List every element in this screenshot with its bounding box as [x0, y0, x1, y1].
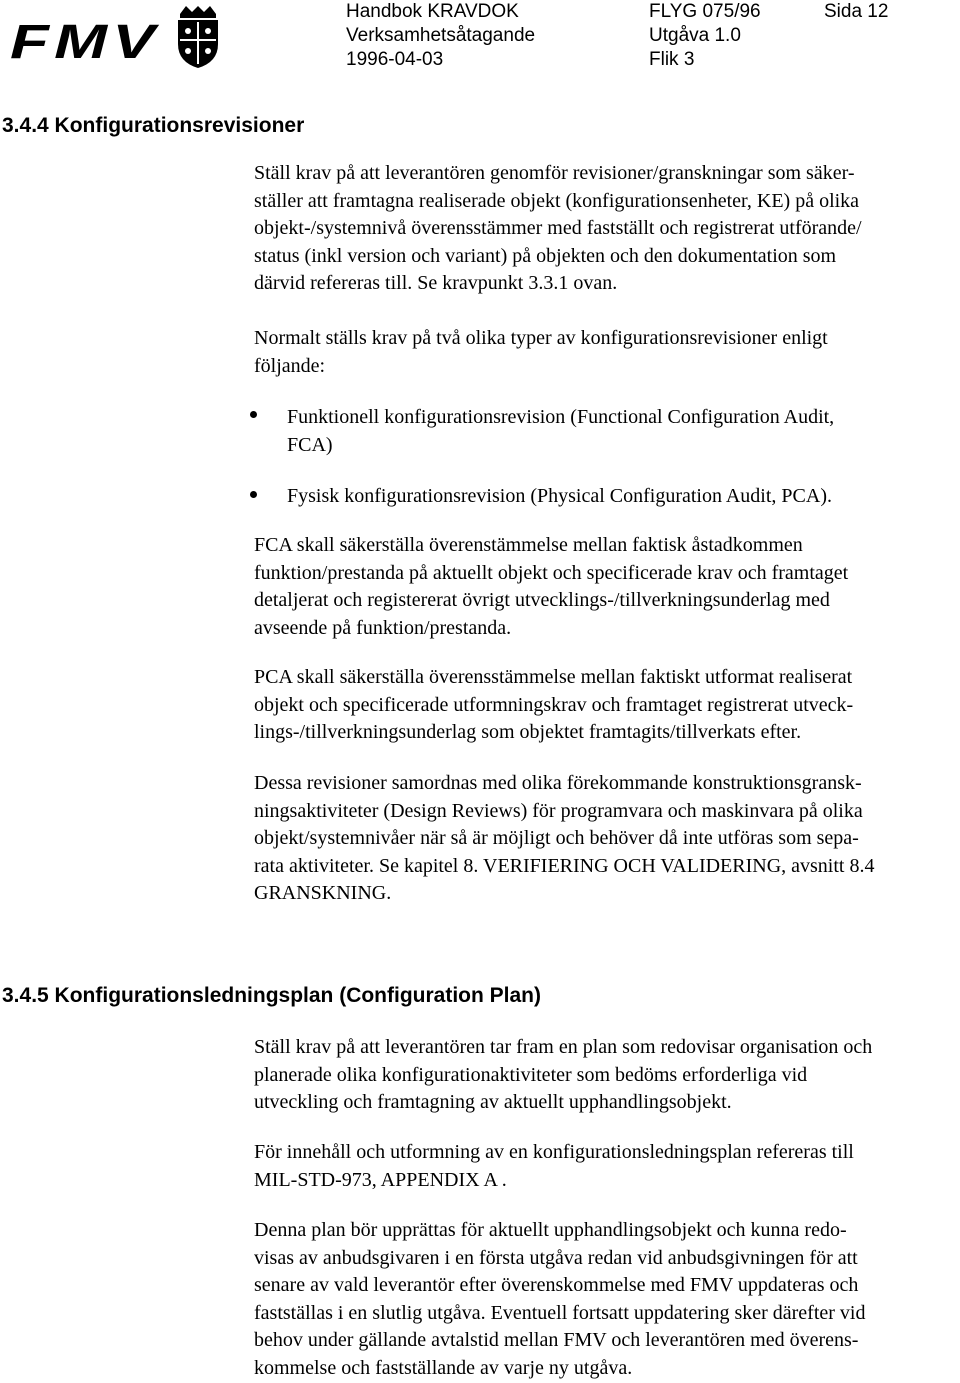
paragraph-344-4	[254, 664, 958, 747]
doc-tab: Flik 3	[649, 49, 695, 70]
text-line: därvid refereras till. Se kravpunkt 3.3.1 ovan.	[254, 272, 618, 295]
paragraph-344-5	[254, 770, 958, 908]
paragraph-345-1	[254, 1034, 958, 1117]
text-line: senare av vald leverantör efter överenskommelse med FMV uppdateras och	[254, 1274, 859, 1297]
text-line: behov under gällande avtalstid mellan FMV och leverantören med överens-	[254, 1329, 859, 1352]
text-line: Fysisk konfigurationsrevision (Physical Configuration Audit, PCA).	[287, 485, 832, 507]
bullet-item-fca	[287, 403, 834, 459]
text-line: visas av anbudsgivaren i en första utgåva redan vid anbudsgivningen för att	[254, 1246, 858, 1269]
fmv-logo	[10, 4, 225, 70]
text-line: FCA skall säkerställa överenstämmelse mellan faktisk åstadkommen	[254, 534, 803, 556]
text-line: lings-/tillverkningsunderlag som objektet framtagits/tillverkats efter.	[254, 721, 802, 744]
text-line: detaljerat och registererat övrigt utvecklings-/tillverkningsunderlag med	[254, 589, 830, 612]
text-line: Ställ krav på att leverantören tar fram en plan som redovisar organisation och	[254, 1036, 873, 1058]
fmv-logo-text: FMV	[10, 16, 160, 69]
text-line: MIL-STD-973, APPENDIX A .	[254, 1168, 507, 1191]
text-line: För innehåll och utformning av en konfigurationsledningsplan refereras till	[254, 1141, 854, 1163]
text-line: följande:	[254, 354, 326, 377]
paragraph-344-2	[254, 325, 958, 380]
text-line: rata aktiviteter. Se kapitel 8. VERIFIERING OCH VALIDERING, avsnitt 8.4	[254, 854, 875, 877]
doc-title: Handbok KRAVDOK	[346, 1, 519, 22]
text-line: Denna plan bör upprättas för aktuellt upphandlingsobjekt och kunna redo-	[254, 1219, 847, 1241]
doc-subject: Verksamhetsåtagande	[346, 25, 536, 46]
crest-icon	[178, 6, 218, 68]
doc-id: FLYG 075/96	[649, 1, 761, 22]
text-line: GRANSKNING.	[254, 882, 392, 905]
text-line: PCA skall säkerställa överensstämmelse mellan faktiskt utformat realiserat	[254, 666, 853, 688]
text-line: fastställas i en slutlig utgåva. Eventuell fortsatt uppdatering sker därefter vid	[254, 1301, 866, 1324]
bullet-icon	[250, 411, 257, 418]
text-line: funktion/prestanda på aktuellt objekt och specificerade krav och framtaget	[254, 561, 849, 584]
text-line: objekt-/systemnivå överensstämmer med fastställt och registrerat utförande/	[254, 217, 862, 240]
text-line: kommelse och fastställande av varje ny utgåva.	[254, 1356, 633, 1379]
text-line: utveckling och framtagning av aktuellt upphandlingsobjekt.	[254, 1091, 732, 1114]
text-line: Normalt ställs krav på två olika typer av konfigurationsrevisioner enligt	[254, 327, 828, 349]
text-line: objekt/systemnivåer när så är möjligt och behöver då inte utföras som sepa-	[254, 827, 859, 850]
text-line: Dessa revisioner samordnas med olika förekommande konstruktionsgransk-	[254, 772, 862, 794]
text-line: FCA)	[287, 434, 333, 456]
paragraph-345-3	[254, 1217, 958, 1383]
section-heading-344: 3.4.4 Konfigurationsrevisioner	[2, 114, 305, 137]
bullet-icon	[250, 491, 257, 498]
text-line: ningsaktiviteter (Design Reviews) för programvara och maskinvara på olika	[254, 799, 863, 822]
paragraph-345-2	[254, 1139, 958, 1194]
doc-edition: Utgåva 1.0	[649, 25, 741, 46]
text-line: Ställ krav på att leverantören genomför revisioner/granskningar som säker-	[254, 162, 855, 184]
paragraph-344-3	[254, 532, 958, 642]
doc-date: 1996-04-03	[346, 49, 444, 70]
text-line: ställer att framtagna realiserade objekt (konfigurationsenheter, KE) på olika	[254, 189, 860, 212]
text-line: status (inkl version och variant) på objekten och den dokumentation som	[254, 244, 837, 267]
bullet-item-pca	[287, 482, 832, 510]
text-line: Funktionell konfigurationsrevision (Functional Configuration Audit,	[287, 406, 835, 428]
text-line: avseende på funktion/prestanda.	[254, 616, 512, 639]
page-number: Sida 12	[824, 1, 889, 22]
paragraph-344-1	[254, 160, 958, 298]
section-heading-345: 3.4.5 Konfigurationsledningsplan (Configuration Plan)	[2, 984, 542, 1007]
text-line: planerade olika konfigurationaktiviteter som bedöms erforderliga vid	[254, 1063, 808, 1086]
text-line: objekt och specificerade utformningskrav och framtaget registrerat utveck-	[254, 693, 854, 716]
